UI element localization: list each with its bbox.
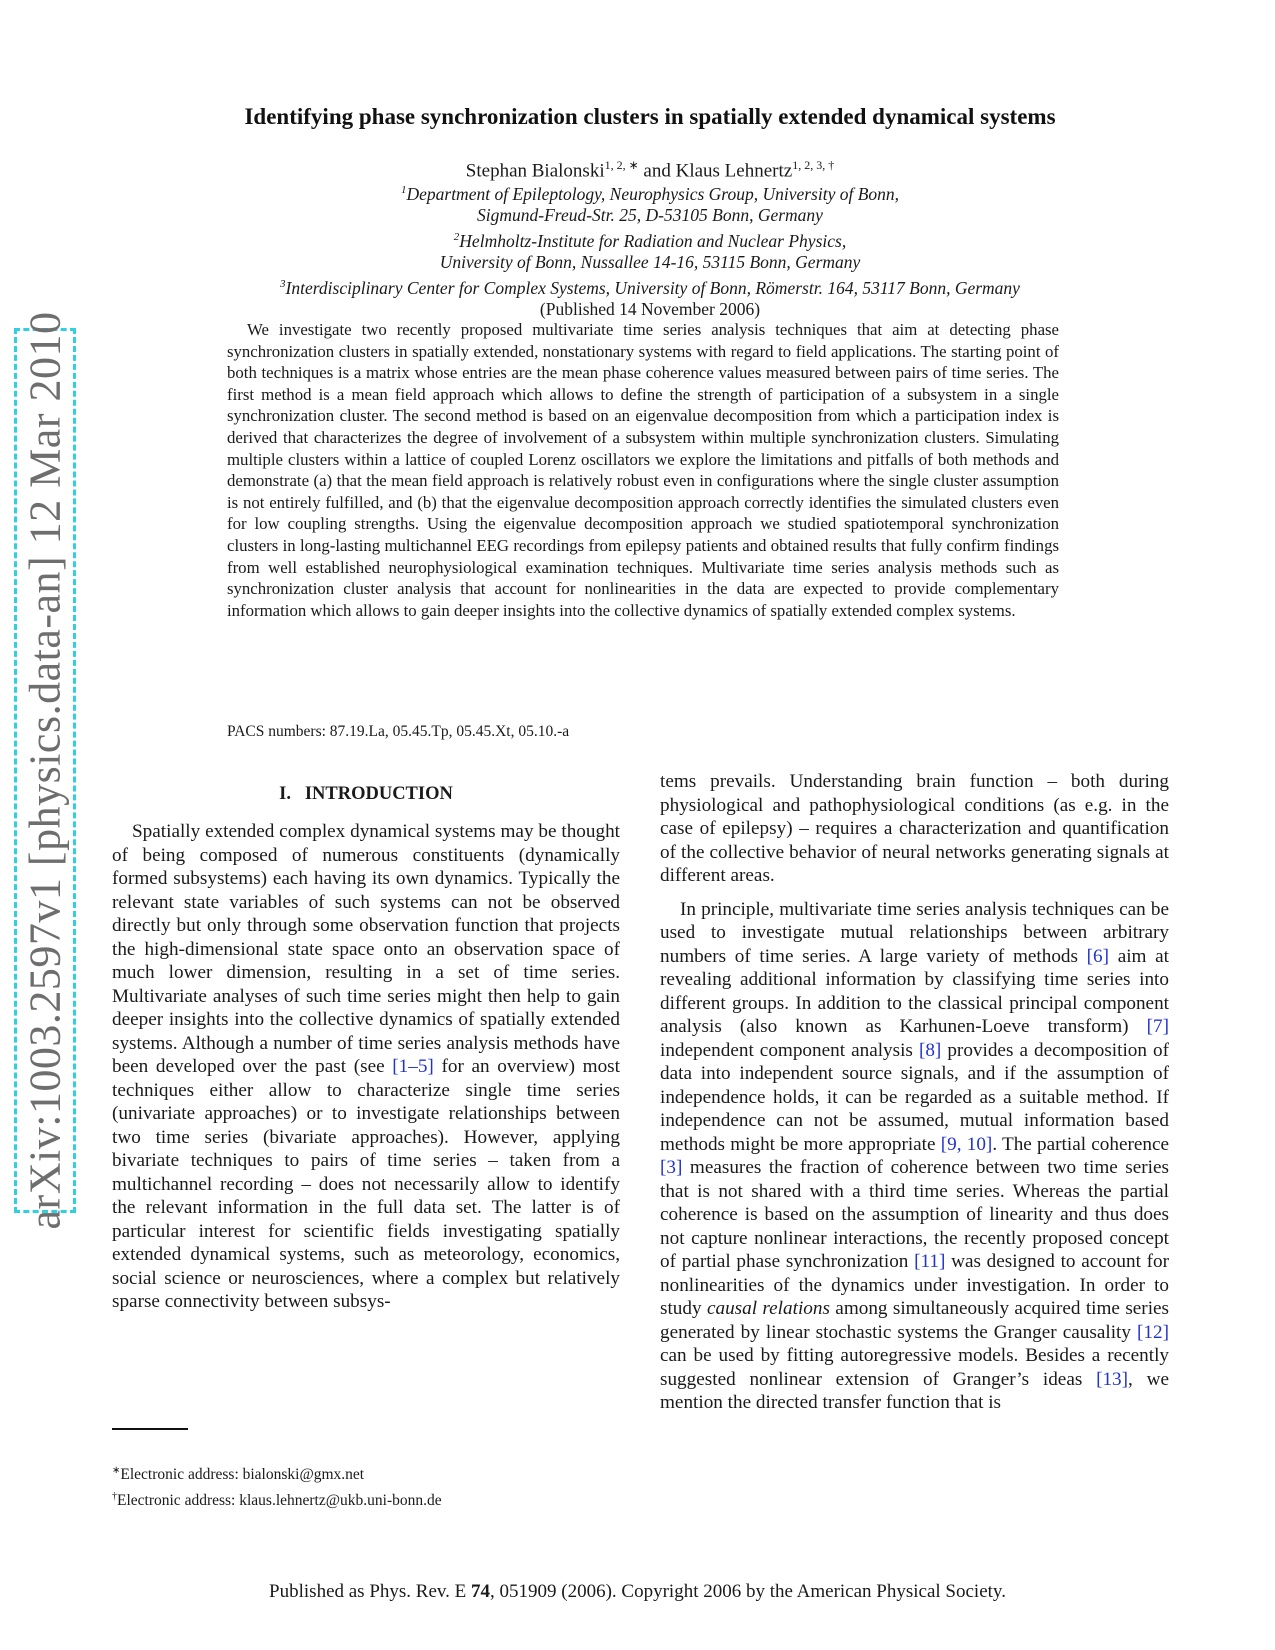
section-number: I. <box>279 784 291 804</box>
author-affiliation-marks: 1, 2, 3, † <box>792 158 835 172</box>
citation-link[interactable]: [7] <box>1146 1016 1169 1037</box>
author-name: Stephan Bialonski <box>465 160 605 182</box>
affiliation-text: Department of Epileptology, Neurophysics Group, University of Bonn, <box>406 183 900 204</box>
body-text: for an overview) most techniques either allow to characterize single time series (univariate approaches) or to investigate relationships between two time series (bivariate approaches). However, applying bivariate techniques to pairs of time series – taken from a multichannel recording – does not necessarily allow to identify the relevant information in the full data set. The latter is of particular interest for scientific fields investigating spatially extended dynamical systems, such as meteorology, economics, social science or neurosciences, where a complex but relatively sparse connectivity between subsys- <box>112 1056 620 1312</box>
footer-text: , 051909 (2006). Copyright 2006 by the American Physical Society. <box>490 1581 1006 1602</box>
affiliation-2 <box>100 227 1200 252</box>
footnotes <box>112 1460 632 1512</box>
footnote-rule <box>112 1428 188 1430</box>
body-text: . The partial coherence <box>992 1133 1170 1155</box>
footnote-mark: ∗ <box>112 1465 121 1476</box>
author-line <box>100 158 1200 182</box>
affiliation-1 <box>100 180 1200 205</box>
arxiv-identifier: arXiv:1003.2597v1 [physics.data-an] 12 Mar 2010 <box>20 311 70 1230</box>
affiliation-text: Interdisciplinary Center for Complex Systems, University of Bonn, Römerstr. 164, 53117 Bonn, Germany <box>285 277 1020 298</box>
affiliation-3 <box>100 274 1200 299</box>
intro-paragraph <box>112 820 620 1314</box>
body-text: independent component analysis <box>660 1039 919 1061</box>
emphasized-term: causal relations <box>706 1298 830 1319</box>
citation-link[interactable]: [6] <box>1086 945 1110 967</box>
affiliation-1-address: Sigmund-Freud-Str. 25, D-53105 Bonn, Germany <box>477 205 823 226</box>
footnote-1 <box>112 1460 632 1486</box>
right-column <box>660 770 1169 1415</box>
footnote-label: Electronic address: <box>117 1492 240 1510</box>
pacs-numbers: PACS numbers: 87.19.La, 05.45.Tp, 05.45.Xt, 05.10.-a <box>227 723 570 740</box>
affiliation-mark: 1 <box>400 184 407 196</box>
affiliation-text: Helmholtz-Institute for Radiation and Nuclear Physics, <box>459 230 847 251</box>
citation-link[interactable]: [11] <box>914 1251 946 1272</box>
citation-link[interactable]: [12] <box>1137 1321 1169 1343</box>
section-heading <box>112 784 620 805</box>
journal-volume: 74 <box>471 1581 491 1602</box>
citation-link[interactable]: [8] <box>918 1039 942 1061</box>
continued-paragraph: tems prevails. Understanding brain function – both during physiological and pathophysiological conditions (as e.g. in the case of epilepsy) – requires a characterization and quantification of the collective behavior of neural networks generating signals at different areas. <box>660 771 1169 886</box>
citation-link[interactable]: [3] <box>660 1157 683 1178</box>
body-text: measures the fraction of coherence between two time series that is not shared with a third time series. Whereas the partial coherence is based on the assumption of linearity and thus does not capture nonlinear interactions, the recently proposed concept of partial phase synchronization <box>660 1157 1169 1272</box>
body-text: aim at revealing additional information by classifying time series into different groups. In addition to the classical principal component analysis (also known as Karhunen-Loeve transform) <box>660 945 1169 1037</box>
author-conjunction: and <box>643 160 671 182</box>
body-text: was designed to account for nonlinearities of the dynamics under investigation. In order to study <box>660 1251 1169 1319</box>
abstract: We investigate two recently proposed multivariate time series analysis techniques that aim at detecting phase synchronization clusters in spatially extended, nonstationary systems with regard to field applications. The starting point of both techniques is a matrix whose entries are the mean phase coherence values measured between pairs of time series. The first method is a mean field approach which allows to define the strength of participation of a subsystem in a single synchronization cluster. The second method is based on an eigenvalue decomposition from which a participation index is derived that characterizes the degree of involvement of a subsystem within multiple synchronization clusters. Simulating multiple clusters within a lattice of coupled Lorenz oscillators we explore the limitations and pitfalls of both methods and demonstrate (a) that the mean field approach is relatively robust even in configurations where the single cluster assumption is not entirely fulfilled, and (b) that the eigenvalue decomposition approach correctly identifies the simulated clusters even for low coupling strengths. Using the eigenvalue decomposition approach we studied spatiotemporal synchronization clusters in long-lasting multichannel EEG recordings from epilepsy patients and obtained results that fully confirm findings from well established neurophysiological examination techniques. Multivariate time series analysis methods such as synchronization cluster analysis that account for nonlinearities in the data are expected to provide complementary information which allows to gain deeper insights into the collective dynamics of spatially extended complex systems. <box>227 320 1059 620</box>
section-title: INTRODUCTION <box>304 784 453 804</box>
body-paragraph <box>660 898 1169 1415</box>
citation-link[interactable]: [9, 10] <box>940 1133 993 1155</box>
arxiv-stamp[interactable] <box>14 311 76 1230</box>
body-text: among simultaneously acquired time series generated by linear stochastic systems the Granger causality <box>660 1298 1170 1343</box>
footnote-mark: † <box>112 1491 117 1503</box>
publication-footer <box>0 1581 1275 1603</box>
body-text: can be used by fitting autoregressive models. Besides a recently suggested nonlinear extension of Granger’s ideas <box>660 1345 1169 1390</box>
footnote-2 <box>112 1486 632 1512</box>
body-text: Spatially extended complex dynamical systems may be thought of being composed of numerous constituents (dynamically formed subsystems) each having its own dynamics. Typically the relevant state variables of such systems can not be observed directly but only through some observation function that projects the high-dimensional state space onto an observation space of much lower dimension, resulting in a set of time series. Multivariate analyses of such time series might then help to gain deeper insights into the collective dynamics of spatially extended systems. Although a number of time series analysis methods have been developed over the past (see <box>112 821 620 1077</box>
affiliation-mark: 2 <box>453 230 460 243</box>
email-link[interactable]: bialonski@gmx.net <box>242 1466 365 1484</box>
footnote-label: Electronic address: <box>120 1466 243 1484</box>
affiliation-2-address: University of Bonn, Nussallee 14-16, 53115 Bonn, Germany <box>439 252 861 273</box>
paper-title: Identifying phase synchronization clusters in spatially extended dynamical systems <box>244 104 1056 129</box>
body-text: In principle, multivariate time series analysis techniques can be used to investigate mutual relationships between arbitrary numbers of time series. A large variety of methods <box>660 898 1169 967</box>
email-link[interactable]: klaus.lehnertz@ukb.uni-bonn.de <box>239 1492 442 1510</box>
footer-text: Published as Phys. Rev. E <box>269 1581 472 1602</box>
citation-link[interactable]: [1–5] <box>392 1056 434 1077</box>
affiliation-mark: 3 <box>280 277 286 290</box>
author-affiliation-marks: 1, 2, ∗ <box>604 158 639 172</box>
left-column <box>112 820 620 1314</box>
publication-date: (Published 14 November 2006) <box>539 298 761 319</box>
author-name: Klaus Lehnertz <box>675 160 793 182</box>
body-text: provides a decomposition of data into independent source signals, and if the assumption of independence holds, it can be regarded as a suitable method. If independence can not be assumed, mutual information based methods might be more appropriate <box>660 1039 1169 1155</box>
affiliations <box>100 180 1200 320</box>
body-text: , we mention the directed transfer function that is <box>660 1368 1169 1413</box>
citation-link[interactable]: [13] <box>1096 1368 1129 1390</box>
